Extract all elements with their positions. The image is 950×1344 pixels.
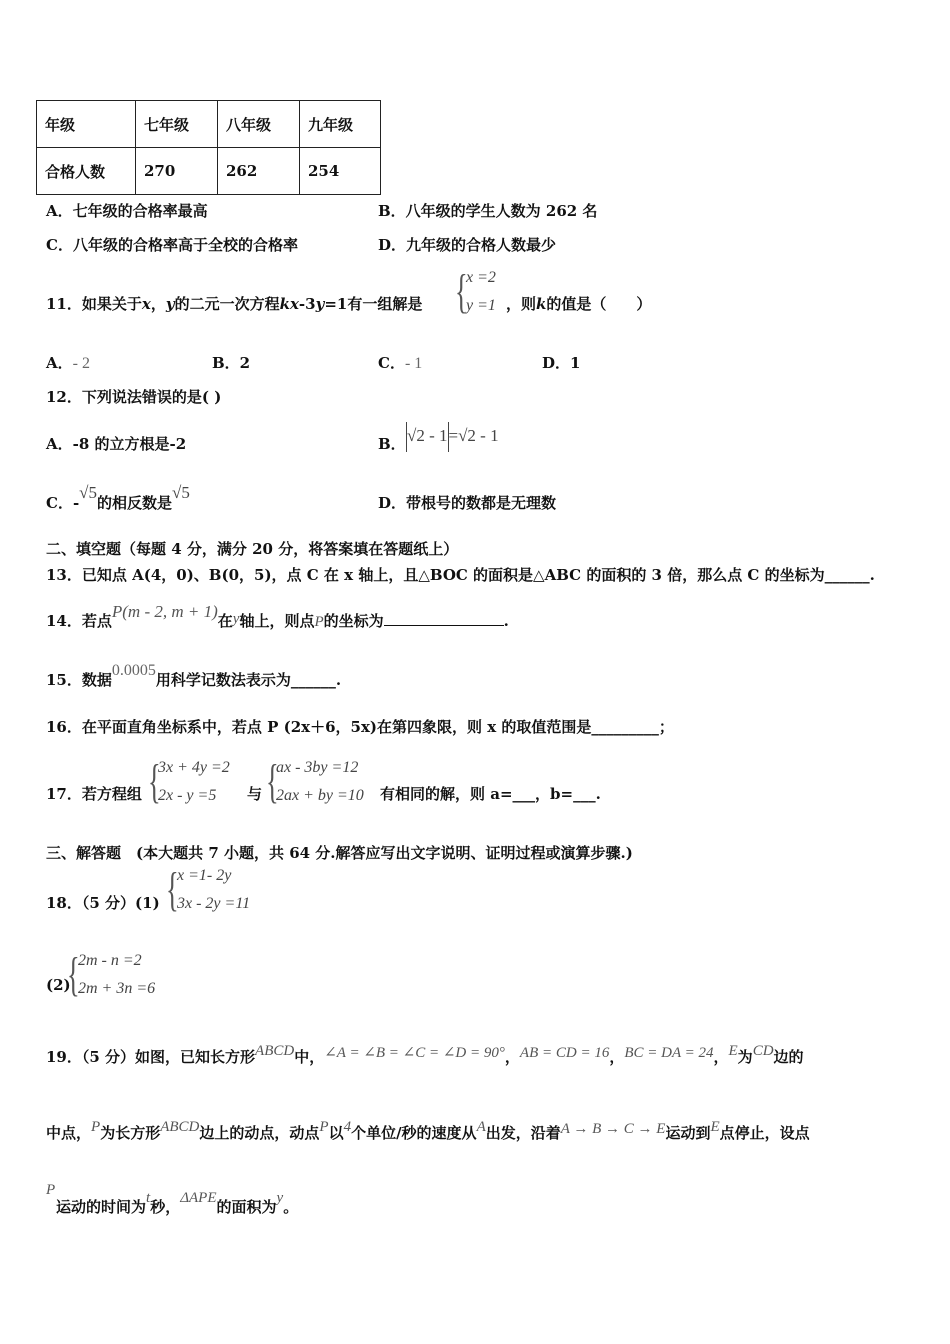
question-18-label: 18．（5 分）(1) xyxy=(46,894,160,912)
table-row xyxy=(37,148,381,195)
q19-math: ABCD xyxy=(255,1043,295,1059)
q14-text: 轴上，则点 xyxy=(239,612,315,630)
q12-c-sqrt: √5 xyxy=(79,483,98,502)
table-header-row xyxy=(37,101,381,148)
q19-math: A → B → C → E xyxy=(560,1121,666,1137)
q19-text: 。 xyxy=(283,1198,299,1216)
table-cell: 270 xyxy=(136,148,218,195)
q19-text: 为长方形 xyxy=(100,1124,161,1142)
q19-math: ΔAPE xyxy=(180,1190,217,1206)
q12-option-a: A．-8 的立方根是-2 xyxy=(46,435,187,453)
q11-c-value: - 1 xyxy=(404,355,423,372)
q11-text: 有一组解是 xyxy=(347,295,423,313)
q19-text: 运动的时间为 xyxy=(56,1198,147,1216)
q14-text: . xyxy=(503,612,509,630)
q11-text: ，则 xyxy=(506,295,537,313)
q19-text: 以 xyxy=(328,1124,344,1142)
q14-point: P(m - 2, m + 1) xyxy=(111,602,218,621)
q11-option-d: D．1 xyxy=(542,354,581,372)
q15-text: 15．数据 xyxy=(46,671,112,689)
q18-system-2 xyxy=(78,947,155,1003)
q11-system xyxy=(466,264,496,320)
q11-a-value: - 2 xyxy=(72,355,90,372)
q11-sys-line: y =1 xyxy=(466,297,496,314)
q12-c-sqrt: √5 xyxy=(172,483,190,502)
q11-eq: kx xyxy=(279,295,299,313)
q12-option-c xyxy=(46,483,190,513)
q11-eq: -3 xyxy=(298,295,316,313)
q17-sys-line: 3x + 4y =2 xyxy=(158,759,230,776)
q11-option-c xyxy=(378,352,422,373)
q19-text: 中点， xyxy=(46,1124,92,1142)
question-18-part2-label: (2) xyxy=(46,976,71,994)
q18-sys-line: 3x - 2y =11 xyxy=(177,895,251,912)
brace-icon: { xyxy=(266,755,279,808)
q12-b-left: √2 - 1 xyxy=(407,425,448,445)
q18-sys-line: 2m - n =2 xyxy=(78,952,142,969)
q17-system-1 xyxy=(158,754,230,810)
q15-number: 0.0005 xyxy=(111,662,156,679)
section-3-heading: 三、解答题 (本大题共 7 小题，共 64 分.解答应写出文字说明、证明过程或演算步骤.) xyxy=(46,844,633,862)
q14-text: 14．若点 xyxy=(46,612,112,630)
q19-text: 个单位/秒的速度从 xyxy=(351,1124,477,1142)
q19-text: 秒， xyxy=(150,1198,181,1216)
q11-var-k: k xyxy=(536,295,547,313)
q19-math: 4 xyxy=(343,1119,352,1135)
q19-text: ， xyxy=(504,1048,520,1066)
q11-option-a xyxy=(46,352,90,373)
q10-option-b: B．八年级的学生人数为 262 名 xyxy=(378,202,598,220)
q10-option-c: C．八年级的合格率高于全校的合格率 xyxy=(46,236,298,254)
q17-with: 与 xyxy=(247,785,263,803)
q10-option-d: D．九年级的合格人数最少 xyxy=(378,236,557,254)
q19-math: BC = DA = 24 xyxy=(624,1045,714,1061)
q19-math: ABCD xyxy=(160,1119,200,1135)
table-cell: 九年级 xyxy=(300,101,381,148)
q14-text: 在 xyxy=(217,612,233,630)
brace-icon: { xyxy=(148,755,161,808)
q17-sys-line: 2x - y =5 xyxy=(158,787,217,804)
q18-sys-line: 2m + 3n =6 xyxy=(78,980,156,997)
question-12: 12．下列说法错误的是( ) xyxy=(46,388,222,406)
q11-var-x: x xyxy=(141,295,151,313)
q19-text: 出发，沿着 xyxy=(485,1124,561,1142)
q17-sys-line: ax - 3by =12 xyxy=(276,759,359,776)
q11-option-b: B．2 xyxy=(212,354,251,372)
q12-option-b-label: B． xyxy=(378,435,406,453)
q11-eq: =1 xyxy=(324,295,348,313)
q19-math: E xyxy=(710,1119,720,1135)
brace-icon: { xyxy=(455,265,468,318)
q12-option-d: D．带根号的数都是无理数 xyxy=(378,494,557,512)
question-19-line-3 xyxy=(46,1182,299,1217)
q19-math: y xyxy=(276,1190,284,1206)
q17-sys-line: 2ax + by =10 xyxy=(276,787,364,804)
question-15 xyxy=(46,662,342,690)
q11-text: 的值是（ ） xyxy=(546,295,652,313)
q17-system-2 xyxy=(276,754,364,810)
question-16: 16．在平面直角坐标系中，若点 P (2x＋6，5x)在第四象限，则 x 的取值范围是_________； xyxy=(46,718,674,736)
q19-math: E xyxy=(728,1043,738,1059)
q11-c-label: C． xyxy=(378,354,405,372)
q11-var-y: y xyxy=(165,295,175,313)
q18-system-1 xyxy=(177,862,250,918)
q10-option-a: A．七年级的合格率最高 xyxy=(46,202,208,220)
question-13: 13．已知点 A(4，0)、B(0，5)，点 C 在 x 轴上，且△BOC 的面积是△ABC 的面积的 3 倍，那么点 C 的坐标为______. xyxy=(46,566,875,584)
q19-text: 边的 xyxy=(773,1048,804,1066)
q19-text: 19．（5 分）如图，已知长方形 xyxy=(46,1048,256,1066)
q11-text: 的二元一次方程 xyxy=(174,295,280,313)
question-17-prefix: 17．若方程组 xyxy=(46,785,142,803)
q11-suffix xyxy=(506,293,651,314)
q18-sys-line: x =1- 2y xyxy=(177,867,232,884)
table-cell: 七年级 xyxy=(136,101,218,148)
answer-blank xyxy=(384,625,504,626)
table-cell: 合格人数 xyxy=(37,148,136,195)
q11-text: ， xyxy=(150,295,166,313)
q19-text: 点停止，设点 xyxy=(719,1124,810,1142)
table-cell: 254 xyxy=(300,148,381,195)
q19-math: AB = CD = 16 xyxy=(519,1045,610,1061)
q19-text: 中， xyxy=(294,1048,325,1066)
q19-math: CD xyxy=(752,1043,774,1059)
q11-text: 11．如果关于 xyxy=(46,295,142,313)
q19-math: ∠A = ∠B = ∠C = ∠D = 90° xyxy=(324,1045,505,1061)
table-cell: 年级 xyxy=(37,101,136,148)
grade-table xyxy=(36,100,381,195)
brace-icon: { xyxy=(166,863,179,916)
q19-math: P xyxy=(46,1182,56,1198)
q17-suffix: 有相同的解，则 a=___，b=___. xyxy=(380,785,601,803)
q15-text: 用科学记数法表示为______. xyxy=(155,671,342,689)
q14-p: P xyxy=(314,614,324,630)
q19-math: P xyxy=(319,1119,329,1135)
brace-icon: { xyxy=(67,948,80,1001)
q19-math: t xyxy=(146,1190,151,1206)
q19-math: P xyxy=(91,1119,101,1135)
q19-text: 为 xyxy=(737,1048,753,1066)
table-cell: 八年级 xyxy=(218,101,300,148)
q14-axis: y xyxy=(232,611,240,627)
q11-sys-line: x =2 xyxy=(466,269,496,286)
section-2-heading: 二、填空题（每题 4 分，满分 20 分，将答案填在答题纸上） xyxy=(46,540,459,558)
q19-text: 边上的动点，动点 xyxy=(199,1124,320,1142)
q14-text: 的坐标为 xyxy=(323,612,384,630)
q12-b-right: √2 - 1 xyxy=(458,425,499,445)
question-11 xyxy=(46,293,422,314)
q19-text: 的面积为 xyxy=(216,1198,277,1216)
q12-c-text: 的相反数是 xyxy=(97,494,173,512)
q19-text: ， xyxy=(713,1048,729,1066)
q19-math: A xyxy=(476,1119,486,1135)
q19-text: 运动到 xyxy=(665,1124,711,1142)
q11-eq: y xyxy=(315,295,325,313)
table-cell: 262 xyxy=(218,148,300,195)
q19-text: ， xyxy=(609,1048,625,1066)
q12-c-label: C．- xyxy=(46,494,80,512)
q12-b-eq: = xyxy=(448,425,459,445)
question-19-line-2 xyxy=(46,1119,810,1143)
question-14 xyxy=(46,602,509,631)
q11-a-label: A． xyxy=(46,354,73,372)
q12-option-b-expr xyxy=(406,422,499,452)
question-19-line-1 xyxy=(46,1043,804,1067)
